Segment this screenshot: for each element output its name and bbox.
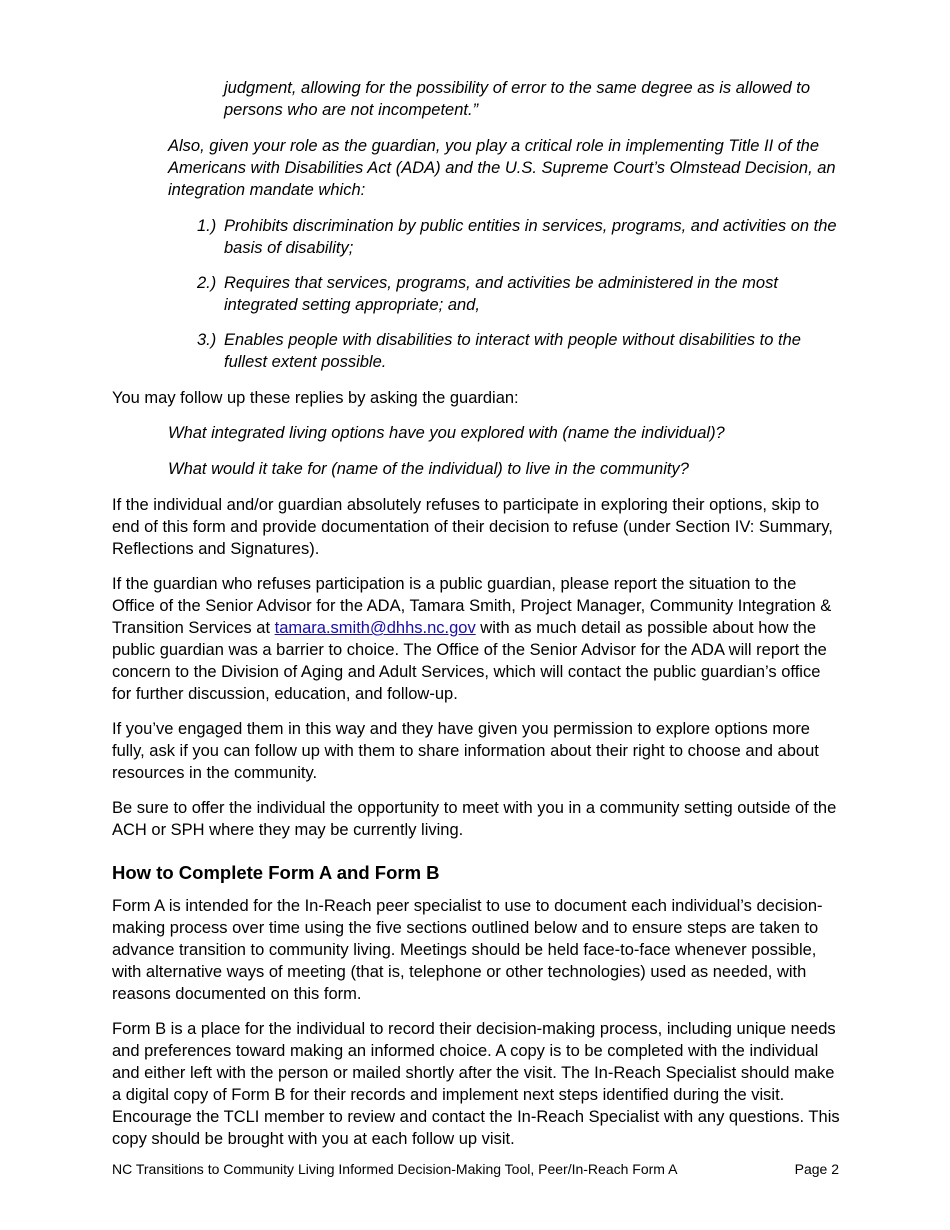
form-b-paragraph: Form B is a place for the individual to record their decision-making process, including unique needs and preferences toward making an informed choice. A copy is to be completed with the individual and either left with the person or mailed shortly after the visit. The In-Reach Specialist should make a digital copy of Form B for their records and implement next steps identified during the visit. Encourage the TCLI member to review and contact the In-Reach Specialist with any questions. This copy should be brought with you at each follow up visit. xyxy=(112,1020,840,1148)
footer-page-number: Page 2 xyxy=(794,1161,839,1177)
follow-up-intro: You may follow up these replies by asking the guardian: xyxy=(112,389,519,407)
list-item xyxy=(112,329,840,373)
list-number: 1.) xyxy=(197,217,217,235)
list-number: 3.) xyxy=(197,331,217,349)
engaged-paragraph: If you’ve engaged them in this way and they have given you permission to explore options more fully, ask if you can follow up with them to share information about their right to choose and about resources in the community. xyxy=(112,720,819,782)
public-guardian-paragraph xyxy=(112,573,840,705)
quote-continuation xyxy=(224,77,840,121)
mandate-list xyxy=(112,215,840,373)
footer-document-title: NC Transitions to Community Living Informed Decision-Making Tool, Peer/In-Reach Form A xyxy=(112,1161,678,1177)
public-guardian-text-before: If the guardian who refuses participation is a public guardian, please report the situation to the Office of the Senior Advisor for the ADA, Tamara Smith, Project Manager, Community Integration & Transition Services at xyxy=(112,575,832,637)
list-item xyxy=(112,215,840,259)
list-text: Requires that services, programs, and activities be administered in the most integrated setting appropriate; and, xyxy=(224,274,778,314)
list-text: Prohibits discrimination by public entities in services, programs, and activities on the basis of disability; xyxy=(224,217,837,257)
quote-line: persons who are not incompetent.” xyxy=(224,101,479,119)
refusal-paragraph: If the individual and/or guardian absolutely refuses to participate in exploring their options, skip to end of this form and provide documentation of their decision to refuse (under Section IV: Summary, Reflections and Signatures). xyxy=(112,496,833,558)
follow-up-question: What integrated living options have you explored with (name the individual)? xyxy=(168,424,725,442)
page-footer xyxy=(112,1160,839,1178)
form-a-paragraph: Form A is intended for the In-Reach peer specialist to use to document each individual’s decision-making process over time using the five sections outlined below and to ensure steps are taken to advance transition to community living. Meetings should be held face-to-face whenever possible, with alternative ways of meeting (that is, telephone or other technologies) used as needed, with reasons documented on this form. xyxy=(112,897,823,1003)
list-text: Enables people with disabilities to interact with people without disabilities to the fullest extent possible. xyxy=(224,331,801,371)
public-guardian-text-after: with as much detail as possible about how the public guardian was a barrier to choice. The Office of the Senior Advisor for the ADA will report the concern to the Division of Aging and Adult Services, which will contact the public guardian’s office for further discussion, education, and follow-up. xyxy=(112,619,827,703)
section-heading: How to Complete Form A and Form B xyxy=(112,862,440,883)
page-content xyxy=(112,77,840,1163)
quote-line: judgment, allowing for the possibility of error to the same degree as is allowed to xyxy=(224,79,811,97)
offer-paragraph: Be sure to offer the individual the opportunity to meet with you in a community setting outside of the ACH or SPH where they may be currently living. xyxy=(112,799,837,839)
follow-up-question: What would it take for (name of the individual) to live in the community? xyxy=(168,460,689,478)
email-link[interactable]: tamara.smith@dhhs.nc.gov xyxy=(274,619,476,637)
list-item xyxy=(112,272,840,316)
list-number: 2.) xyxy=(197,274,217,292)
intro-paragraph: Also, given your role as the guardian, you play a critical role in implementing Title II of the Americans with Disabilities Act (ADA) and the U.S. Supreme Court’s Olmstead Decision, an integration mandate which: xyxy=(168,137,836,199)
